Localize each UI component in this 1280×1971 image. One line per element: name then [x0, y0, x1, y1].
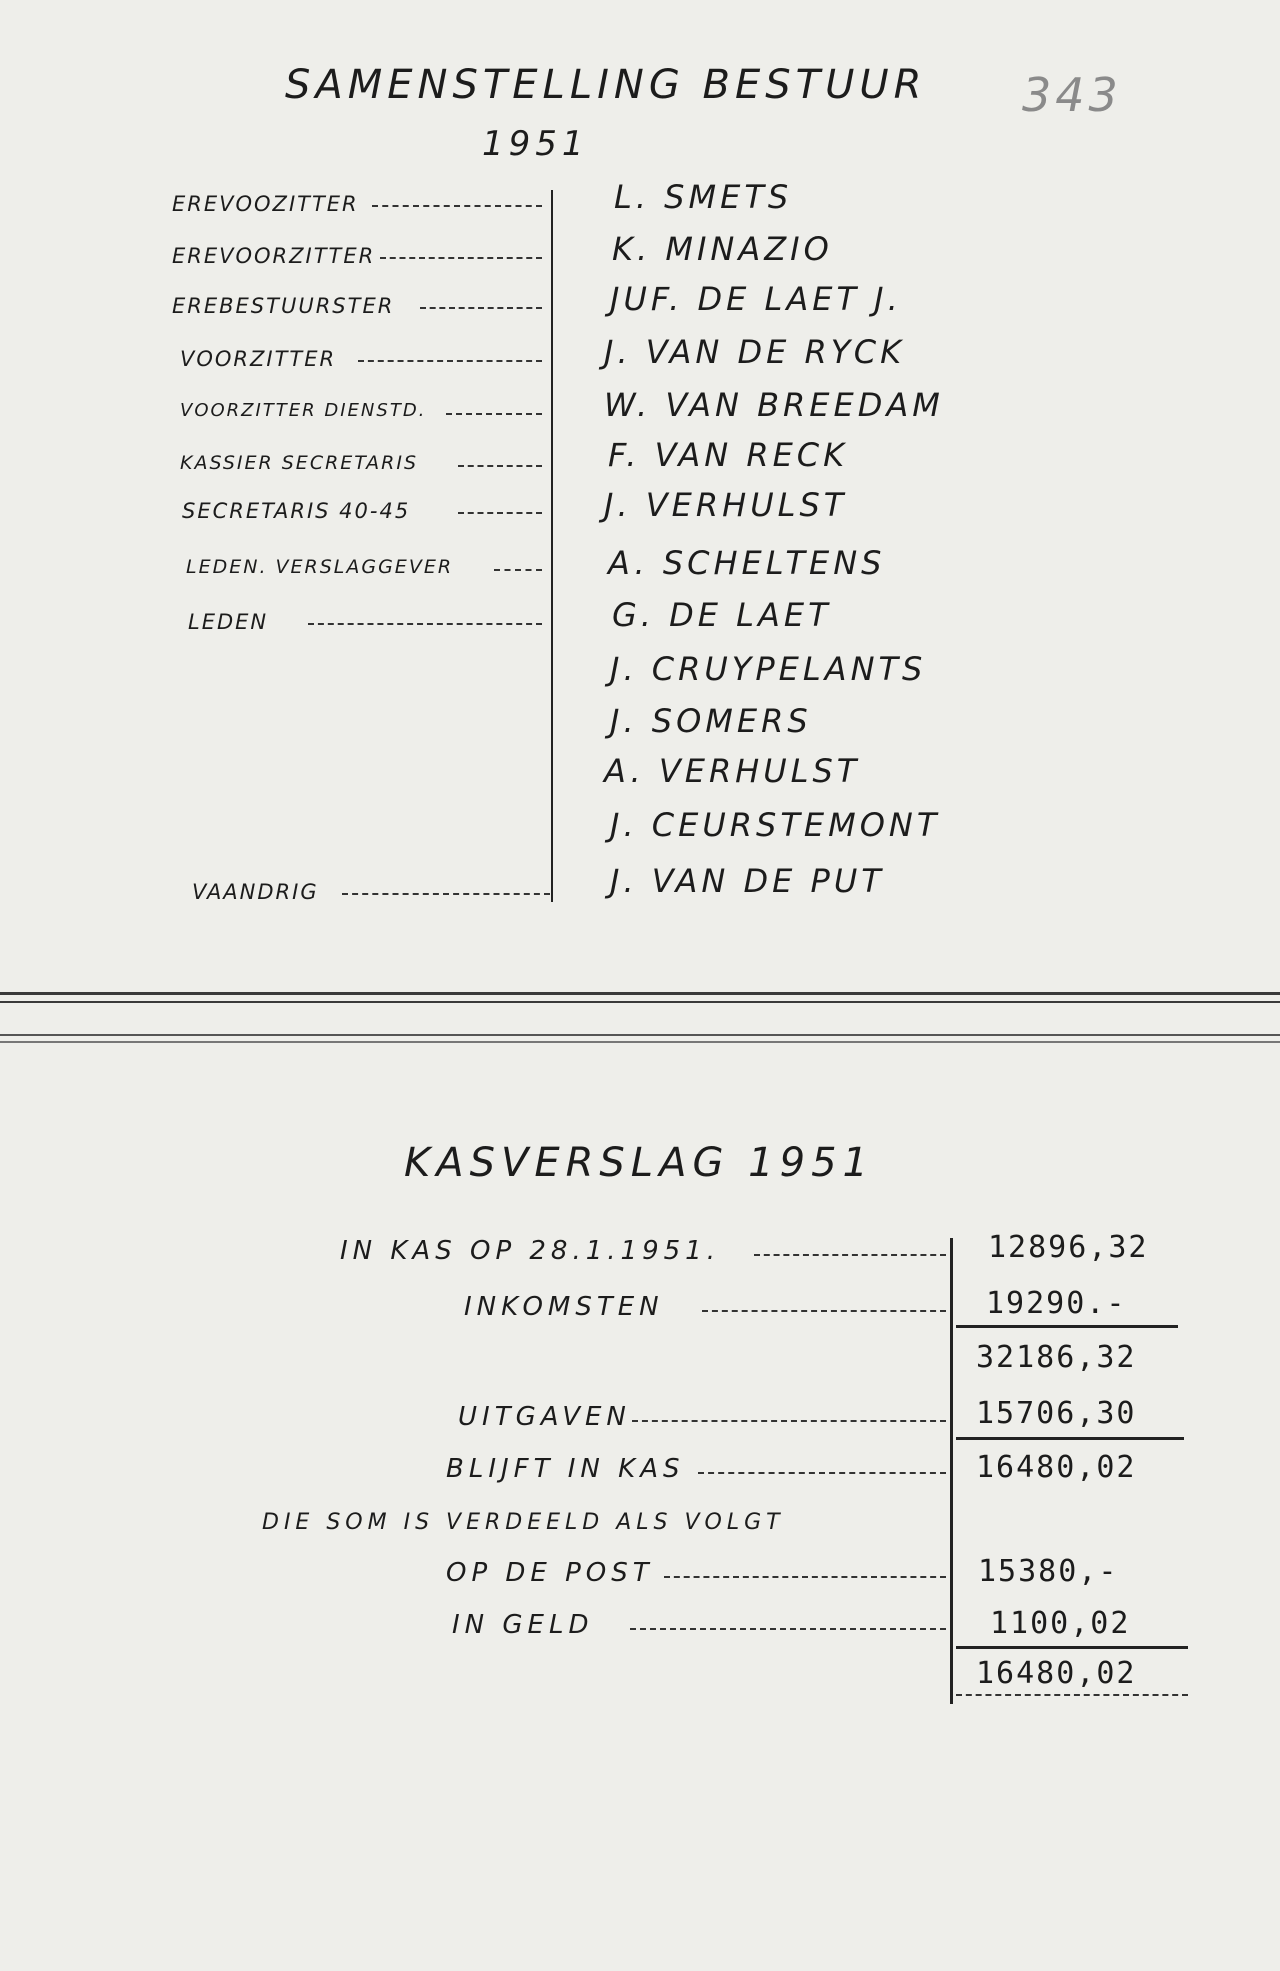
leader-dashes: [380, 257, 542, 259]
leader-dashes: [664, 1576, 946, 1578]
leader-dashes: [698, 1472, 946, 1474]
amount-column-line: [950, 1238, 953, 1704]
leader-dashes: [630, 1628, 946, 1630]
leader-dashes: [494, 569, 542, 571]
cash-label: IN GELD: [452, 1610, 594, 1640]
cash-label: DIE SOM IS VERDEELD ALS VOLGT: [262, 1510, 785, 1535]
cash-amount: 15706,30: [976, 1396, 1137, 1431]
member-name: J. VAN DE RYCK: [604, 333, 906, 371]
sum-line: [956, 1325, 1178, 1328]
section-separator: [0, 1001, 1280, 1003]
member-name: J. CEURSTEMONT: [610, 806, 941, 844]
member-name: L. SMETS: [614, 178, 793, 216]
member-name: J. CRUYPELANTS: [610, 650, 927, 688]
member-name: W. VAN BREEDAM: [604, 386, 944, 424]
cash-label: IN KAS OP 28.1.1951.: [340, 1236, 720, 1266]
cash-amount: 15380,-: [978, 1554, 1119, 1589]
page-number: 343: [1022, 68, 1122, 122]
total-dashes: [956, 1694, 1188, 1696]
member-name: F. VAN RECK: [608, 436, 849, 474]
cash-label: BLIJFT IN KAS: [446, 1454, 685, 1484]
member-name: J. VERHULST: [604, 486, 848, 524]
cash-report-title: KASVERSLAG 1951: [404, 1140, 874, 1186]
role-label: LEDEN: [188, 610, 269, 634]
section-separator: [0, 992, 1280, 995]
member-name: K. MINAZIO: [612, 230, 833, 268]
role-label: LEDEN. VERSLAGGEVER: [186, 556, 454, 578]
cash-label: OP DE POST: [446, 1558, 654, 1588]
leader-dashes: [446, 413, 542, 415]
cash-amount: 32186,32: [976, 1340, 1137, 1375]
leader-dashes: [632, 1420, 946, 1422]
leader-dashes: [342, 893, 550, 895]
cash-label: INKOMSTEN: [464, 1292, 664, 1322]
leader-dashes: [372, 205, 542, 207]
role-label: EREBESTUURSTER: [172, 294, 395, 318]
role-label: VAANDRIG: [192, 880, 319, 904]
role-label: EREVOORZITTER: [172, 244, 376, 268]
cash-amount: 19290.-: [986, 1286, 1127, 1321]
leader-dashes: [458, 465, 542, 467]
leader-dashes: [702, 1310, 946, 1312]
sum-line: [956, 1646, 1188, 1649]
role-label: SECRETARIS 40-45: [182, 499, 411, 523]
leader-dashes: [308, 623, 542, 625]
sum-line: [956, 1437, 1184, 1440]
cash-amount: 16480,02: [976, 1450, 1137, 1485]
cash-amount: 16480,02: [976, 1656, 1137, 1691]
board-year: 1951: [482, 124, 589, 164]
role-label: VOORZITTER: [180, 347, 337, 371]
section-separator: [0, 1034, 1280, 1036]
member-name: JUF. DE LAET J.: [610, 280, 902, 318]
member-name: A. VERHULST: [604, 752, 861, 790]
role-label: KASSIER SECRETARIS: [180, 452, 419, 474]
member-name: G. DE LAET: [612, 596, 832, 634]
leader-dashes: [358, 360, 542, 362]
section-separator: [0, 1041, 1280, 1043]
role-label: VOORZITTER DIENSTD.: [180, 400, 427, 421]
member-name: J. VAN DE PUT: [610, 862, 885, 900]
board-divider-line: [551, 190, 553, 902]
cash-amount: 1100,02: [990, 1606, 1131, 1641]
role-label: EREVOOZITTER: [172, 192, 359, 216]
leader-dashes: [754, 1254, 946, 1256]
board-title: SAMENSTELLING BESTUUR: [285, 62, 927, 108]
cash-label: UITGAVEN: [458, 1402, 631, 1432]
leader-dashes: [458, 512, 542, 514]
member-name: A. SCHELTENS: [608, 544, 886, 582]
cash-amount: 12896,32: [988, 1230, 1149, 1265]
leader-dashes: [420, 307, 542, 309]
member-name: J. SOMERS: [610, 702, 812, 740]
